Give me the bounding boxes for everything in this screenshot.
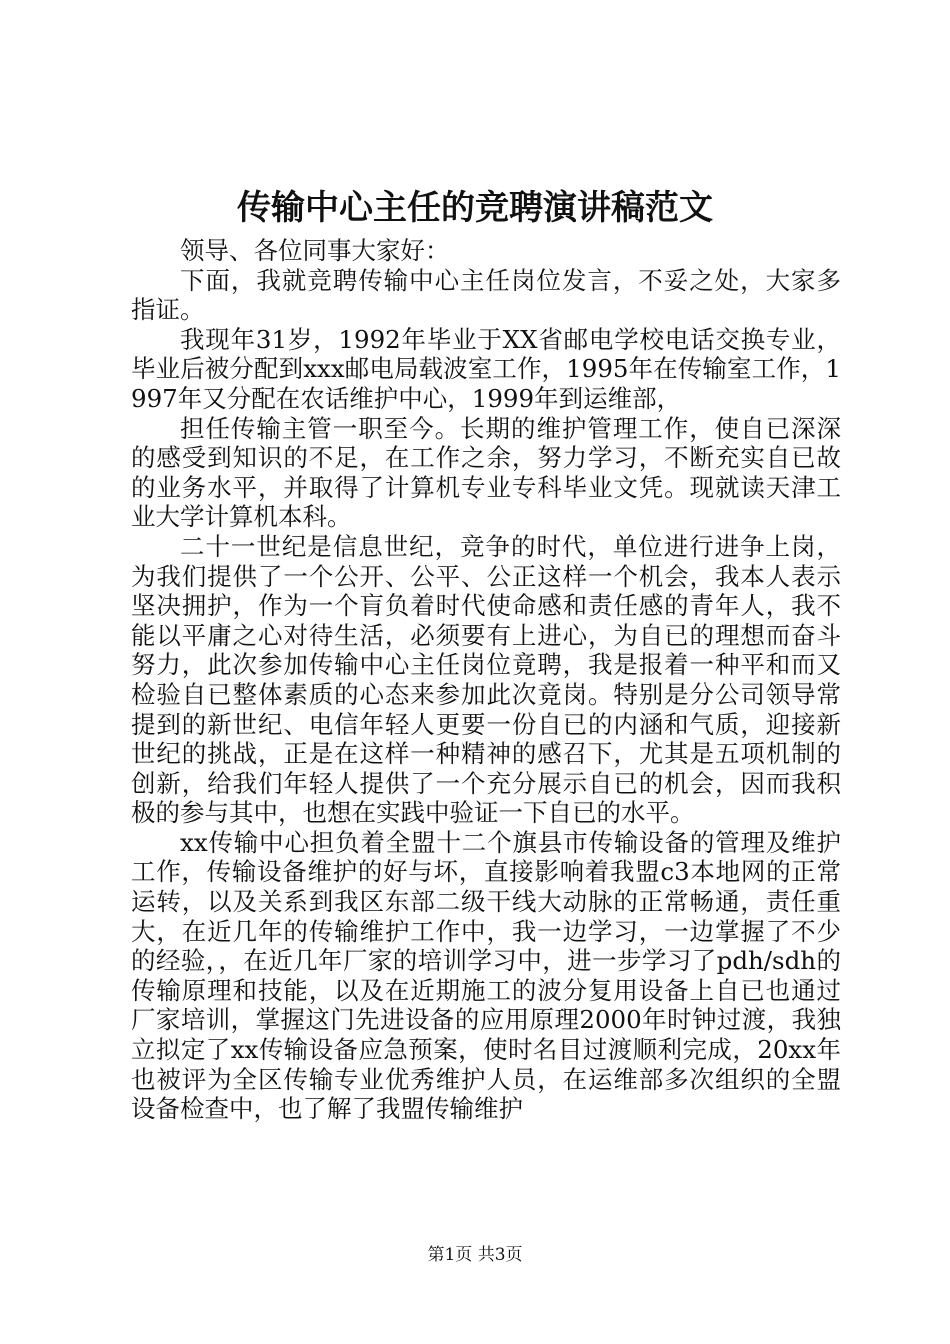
paragraph-background: 我现年31岁，1992年毕业于XX省邮电学校电话交换专业，毕业后被分配到xxx邮电局载波室工作，1995年在传输室工作，1997年又分配在农话维护中心，1999年到运维部， bbox=[131, 324, 841, 413]
paragraph-greeting: 领导、各位同事大家好： bbox=[180, 236, 450, 265]
document-body bbox=[131, 236, 841, 1124]
paragraph-education: 担任传输主管一职至今。长期的维护管理工作，使自已深深的感受到知识的不足，在工作之余，努力学习，不断充实自已故的业务水平，并取得了计算机专业专科毕业文凭。现就读天津工业大学计算机本科。 bbox=[131, 413, 841, 532]
paragraph-intro: 下面，我就竞聘传输中心主任岗位发言，不妥之处，大家多指证。 bbox=[131, 265, 841, 325]
document-title: 传输中心主任的竞聘演讲稿范文 bbox=[237, 188, 713, 228]
page-number-footer: 第1页 共3页 bbox=[427, 1245, 523, 1265]
paragraph-motivation: 二十一世纪是信息世纪，竞争的时代，单位进行进争上岗，为我们提供了一个公开、公平、公正这样一个机会，我本人表示坚决拥护，作为一个肓负着时代使命感和责任感的青年人，我不能以平庸之心对待生活，必须要有上进心，为自已的理想而奋斗努力，此次参加传输中心主任岗位竟聘，我是报着一种平和而又检验自已整体素质的心态来参加此次竟岗。特别是分公司领导常提到的新世纪、电信年轻人更要一份自已的内涵和气质，迎接新世纪的挑战，正是在这样一种精神的感召下，尤其是五项机制的创新，给我们年轻人提供了一个充分展示自已的机会，因而我积极的参与其中，也想在实践中验证一下自已的水平。 bbox=[131, 531, 841, 828]
paragraph-experience: xx传输中心担负着全盟十二个旗县市传输设备的管理及维护工作，传输设备维护的好与坏，直接影响着我盟c3本地网的正常运转，以及关系到我区东部二级干线大动脉的正常畅通，责任重大，在近几年的传输维护工作中，我一边学习，一边掌握了不少的经验，，在近几年厂家的培训学习中，进一步学习了pdh/sdh的传输原理和技能，以及在近期施工的波分复用设备上自已也通过厂家培训，掌握这门先进设备的应用原理2000年时钟过渡，我独立拟定了xx传输设备应急预案，使时名目过渡顺利完成，20xx年也被评为全区传输专业优秀维护人员，在运维部多次组织的全盟设备检查中，也了解了我盟传输维护 bbox=[131, 827, 841, 1124]
